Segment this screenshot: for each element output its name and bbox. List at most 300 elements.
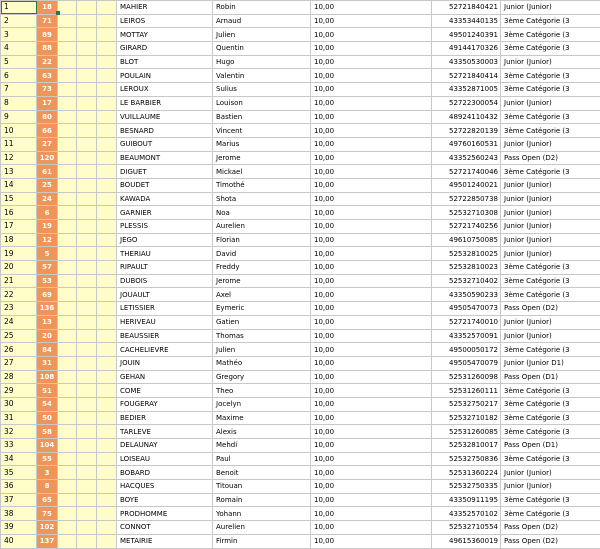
empty-cell[interactable] [97,425,117,439]
empty-cell[interactable] [97,55,117,69]
last-name-cell[interactable]: VUILLAUME [117,110,213,124]
category-cell[interactable]: Junior (Junior) [501,315,600,329]
row-number[interactable]: 21 [1,274,37,288]
row-number[interactable]: 6 [1,69,37,83]
time-cell[interactable]: 10,00 [311,83,432,97]
licence-number-cell[interactable]: 52532810025 [432,247,501,261]
last-name-cell[interactable]: MAHIER [117,1,213,15]
row-number[interactable]: 32 [1,425,37,439]
empty-cell[interactable] [97,28,117,42]
empty-cell[interactable] [77,96,97,110]
first-name-cell[interactable]: Valentin [213,69,311,83]
last-name-cell[interactable]: HACQUES [117,480,213,494]
licence-number-cell[interactable]: 49505470079 [432,356,501,370]
licence-number-cell[interactable]: 52532810017 [432,439,501,453]
last-name-cell[interactable]: RIPAULT [117,261,213,275]
empty-cell[interactable] [77,206,97,220]
time-cell[interactable]: 10,00 [311,315,432,329]
empty-cell[interactable] [77,466,97,480]
time-cell[interactable]: 10,00 [311,302,432,316]
empty-cell[interactable] [77,452,97,466]
time-cell[interactable]: 10,00 [311,521,432,535]
licence-number-cell[interactable]: 48924110432 [432,110,501,124]
empty-cell[interactable] [97,452,117,466]
empty-cell[interactable] [77,397,97,411]
bib-number-cell[interactable]: 25 [37,178,58,192]
row-number[interactable]: 37 [1,493,37,507]
bib-number-cell[interactable]: 17 [37,96,58,110]
empty-cell[interactable] [58,83,77,97]
category-cell[interactable]: Junior (Junior) [501,233,600,247]
empty-cell[interactable] [97,343,117,357]
empty-cell[interactable] [97,42,117,56]
first-name-cell[interactable]: Paul [213,452,311,466]
category-cell[interactable]: Pass Open (D2) [501,151,600,165]
bib-number-cell[interactable]: 136 [37,302,58,316]
last-name-cell[interactable]: BESNARD [117,124,213,138]
first-name-cell[interactable]: Jocelyn [213,397,311,411]
row-number[interactable]: 4 [1,42,37,56]
empty-cell[interactable] [77,220,97,234]
row-number[interactable]: 17 [1,220,37,234]
empty-cell[interactable] [58,384,77,398]
last-name-cell[interactable]: BOYE [117,493,213,507]
empty-cell[interactable] [97,1,117,15]
licence-number-cell[interactable]: 49615360019 [432,534,501,548]
bib-number-cell[interactable]: 65 [37,493,58,507]
empty-cell[interactable] [58,302,77,316]
first-name-cell[interactable]: Titouan [213,480,311,494]
last-name-cell[interactable]: LE BARBIER [117,96,213,110]
row-number[interactable]: 30 [1,397,37,411]
empty-cell[interactable] [77,42,97,56]
last-name-cell[interactable]: BOUDET [117,178,213,192]
row-number[interactable]: 28 [1,370,37,384]
category-cell[interactable]: 3ème Catégorie (3 [501,397,600,411]
first-name-cell[interactable]: Louison [213,96,311,110]
first-name-cell[interactable]: David [213,247,311,261]
category-cell[interactable]: Junior (Junior) [501,466,600,480]
empty-cell[interactable] [97,69,117,83]
empty-cell[interactable] [58,425,77,439]
time-cell[interactable]: 10,00 [311,220,432,234]
first-name-cell[interactable]: Mehdi [213,439,311,453]
time-cell[interactable]: 10,00 [311,247,432,261]
first-name-cell[interactable]: Mathéo [213,356,311,370]
row-number[interactable]: 29 [1,384,37,398]
licence-number-cell[interactable]: 43350530003 [432,55,501,69]
category-cell[interactable]: 3ème Catégorie (3 [501,507,600,521]
category-cell[interactable]: 3ème Catégorie (3 [501,343,600,357]
row-number[interactable]: 7 [1,83,37,97]
bib-number-cell[interactable]: 27 [37,137,58,151]
bib-number-cell[interactable]: 24 [37,192,58,206]
empty-cell[interactable] [97,274,117,288]
empty-cell[interactable] [77,247,97,261]
first-name-cell[interactable]: Quentin [213,42,311,56]
bib-number-cell[interactable]: 5 [37,247,58,261]
bib-number-cell[interactable]: 12 [37,233,58,247]
licence-number-cell[interactable]: 52532750335 [432,480,501,494]
last-name-cell[interactable]: BEAUSSIER [117,329,213,343]
last-name-cell[interactable]: CONNOT [117,521,213,535]
empty-cell[interactable] [77,55,97,69]
first-name-cell[interactable]: Mickael [213,165,311,179]
row-number[interactable]: 11 [1,137,37,151]
licence-number-cell[interactable]: 49144170326 [432,42,501,56]
licence-number-cell[interactable]: 52722300054 [432,96,501,110]
row-number[interactable]: 36 [1,480,37,494]
bib-number-cell[interactable]: 120 [37,151,58,165]
time-cell[interactable]: 10,00 [311,493,432,507]
row-number[interactable]: 39 [1,521,37,535]
last-name-cell[interactable]: BLOT [117,55,213,69]
empty-cell[interactable] [58,288,77,302]
bib-number-cell[interactable]: 31 [37,356,58,370]
bib-number-cell[interactable]: 88 [37,42,58,56]
first-name-cell[interactable]: Julien [213,28,311,42]
bib-number-cell[interactable]: 63 [37,69,58,83]
last-name-cell[interactable]: BEAUMONT [117,151,213,165]
category-cell[interactable]: 3ème Catégorie (3 [501,69,600,83]
bib-number-cell[interactable]: 18 [37,1,58,15]
first-name-cell[interactable]: Julien [213,343,311,357]
empty-cell[interactable] [97,137,117,151]
empty-cell[interactable] [97,233,117,247]
first-name-cell[interactable]: Shota [213,192,311,206]
category-cell[interactable]: Junior (Junior) [501,247,600,261]
row-number[interactable]: 25 [1,329,37,343]
empty-cell[interactable] [97,534,117,548]
first-name-cell[interactable]: Alexis [213,425,311,439]
empty-cell[interactable] [97,192,117,206]
first-name-cell[interactable]: Aurelien [213,521,311,535]
row-number[interactable]: 35 [1,466,37,480]
empty-cell[interactable] [58,493,77,507]
empty-cell[interactable] [58,521,77,535]
licence-number-cell[interactable]: 52532750836 [432,452,501,466]
time-cell[interactable]: 10,00 [311,397,432,411]
time-cell[interactable]: 10,00 [311,69,432,83]
licence-number-cell[interactable]: 43350911195 [432,493,501,507]
empty-cell[interactable] [58,165,77,179]
licence-number-cell[interactable]: 52722820139 [432,124,501,138]
empty-cell[interactable] [58,439,77,453]
licence-number-cell[interactable]: 43352570102 [432,507,501,521]
category-cell[interactable]: 3ème Catégorie (3 [501,411,600,425]
last-name-cell[interactable]: BOBARD [117,466,213,480]
empty-cell[interactable] [77,14,97,28]
empty-cell[interactable] [97,507,117,521]
first-name-cell[interactable]: Freddy [213,261,311,275]
first-name-cell[interactable]: Romain [213,493,311,507]
empty-cell[interactable] [97,356,117,370]
licence-number-cell[interactable]: 52532810023 [432,261,501,275]
first-name-cell[interactable]: Jerome [213,151,311,165]
empty-cell[interactable] [77,28,97,42]
licence-number-cell[interactable]: 52532710402 [432,274,501,288]
time-cell[interactable]: 10,00 [311,42,432,56]
empty-cell[interactable] [58,28,77,42]
time-cell[interactable]: 10,00 [311,124,432,138]
first-name-cell[interactable]: Jerome [213,274,311,288]
category-cell[interactable]: 3ème Catégorie (3 [501,28,600,42]
category-cell[interactable]: 3ème Catégorie (3 [501,452,600,466]
licence-number-cell[interactable]: 52721740010 [432,315,501,329]
empty-cell[interactable] [77,137,97,151]
row-number[interactable]: 3 [1,28,37,42]
bib-number-cell[interactable]: 89 [37,28,58,42]
time-cell[interactable]: 10,00 [311,28,432,42]
time-cell[interactable]: 10,00 [311,1,432,15]
empty-cell[interactable] [58,534,77,548]
row-number[interactable]: 22 [1,288,37,302]
last-name-cell[interactable]: GEHAN [117,370,213,384]
time-cell[interactable]: 10,00 [311,110,432,124]
empty-cell[interactable] [58,343,77,357]
empty-cell[interactable] [77,302,97,316]
empty-cell[interactable] [58,247,77,261]
first-name-cell[interactable]: Benoit [213,466,311,480]
licence-number-cell[interactable]: 52531260085 [432,425,501,439]
empty-cell[interactable] [97,370,117,384]
empty-cell[interactable] [97,165,117,179]
category-cell[interactable]: 3ème Catégorie (3 [501,14,600,28]
empty-cell[interactable] [97,83,117,97]
time-cell[interactable]: 10,00 [311,233,432,247]
category-cell[interactable]: Junior (Junior) [501,137,600,151]
licence-number-cell[interactable]: 43352570091 [432,329,501,343]
bib-number-cell[interactable]: 8 [37,480,58,494]
row-number[interactable]: 24 [1,315,37,329]
last-name-cell[interactable]: DELAUNAY [117,439,213,453]
last-name-cell[interactable]: DIGUET [117,165,213,179]
first-name-cell[interactable]: Theo [213,384,311,398]
category-cell[interactable]: Junior (Junior) [501,55,600,69]
category-cell[interactable]: Pass Open (D2) [501,521,600,535]
empty-cell[interactable] [77,343,97,357]
time-cell[interactable]: 10,00 [311,55,432,69]
empty-cell[interactable] [77,261,97,275]
first-name-cell[interactable]: Eymeric [213,302,311,316]
last-name-cell[interactable]: LETISSIER [117,302,213,316]
time-cell[interactable]: 10,00 [311,452,432,466]
bib-number-cell[interactable]: 57 [37,261,58,275]
category-cell[interactable]: Junior (Junior) [501,96,600,110]
bib-number-cell[interactable]: 6 [37,206,58,220]
bib-number-cell[interactable]: 54 [37,397,58,411]
empty-cell[interactable] [97,110,117,124]
empty-cell[interactable] [58,1,77,15]
last-name-cell[interactable]: KAWADA [117,192,213,206]
empty-cell[interactable] [58,274,77,288]
bib-number-cell[interactable]: 108 [37,370,58,384]
empty-cell[interactable] [77,233,97,247]
row-number[interactable]: 12 [1,151,37,165]
empty-cell[interactable] [77,178,97,192]
empty-cell[interactable] [97,302,117,316]
bib-number-cell[interactable]: 75 [37,507,58,521]
bib-number-cell[interactable]: 58 [37,425,58,439]
row-number[interactable]: 13 [1,165,37,179]
licence-number-cell[interactable]: 52531260111 [432,384,501,398]
row-number[interactable]: 20 [1,261,37,275]
first-name-cell[interactable]: Florian [213,233,311,247]
last-name-cell[interactable]: TARLEVE [117,425,213,439]
bib-number-cell[interactable]: 104 [37,439,58,453]
first-name-cell[interactable]: Marius [213,137,311,151]
empty-cell[interactable] [58,329,77,343]
licence-number-cell[interactable]: 43352871005 [432,83,501,97]
last-name-cell[interactable]: DUBOIS [117,274,213,288]
time-cell[interactable]: 10,00 [311,411,432,425]
bib-number-cell[interactable]: 19 [37,220,58,234]
row-number[interactable]: 31 [1,411,37,425]
first-name-cell[interactable]: Firmin [213,534,311,548]
row-number[interactable]: 14 [1,178,37,192]
empty-cell[interactable] [97,96,117,110]
category-cell[interactable]: 3ème Catégorie (3 [501,110,600,124]
bib-number-cell[interactable]: 22 [37,55,58,69]
empty-cell[interactable] [97,315,117,329]
category-cell[interactable]: 3ème Catégorie (3 [501,42,600,56]
empty-cell[interactable] [97,261,117,275]
first-name-cell[interactable]: Arnaud [213,14,311,28]
bib-number-cell[interactable]: 53 [37,274,58,288]
row-number[interactable]: 9 [1,110,37,124]
row-number[interactable]: 34 [1,452,37,466]
category-cell[interactable]: 3ème Catégorie (3 [501,124,600,138]
first-name-cell[interactable]: Thomas [213,329,311,343]
empty-cell[interactable] [77,288,97,302]
first-name-cell[interactable]: Aurelien [213,220,311,234]
category-cell[interactable]: Junior (Junior) [501,480,600,494]
time-cell[interactable]: 10,00 [311,439,432,453]
row-number[interactable]: 40 [1,534,37,548]
empty-cell[interactable] [58,261,77,275]
licence-number-cell[interactable]: 52532750217 [432,397,501,411]
licence-number-cell[interactable]: 52721740256 [432,220,501,234]
empty-cell[interactable] [77,384,97,398]
empty-cell[interactable] [58,452,77,466]
category-cell[interactable]: 3ème Catégorie (3 [501,261,600,275]
bib-number-cell[interactable]: 3 [37,466,58,480]
category-cell[interactable]: Pass Open (D2) [501,534,600,548]
empty-cell[interactable] [97,384,117,398]
last-name-cell[interactable]: JOUIN [117,356,213,370]
row-number[interactable]: 5 [1,55,37,69]
empty-cell[interactable] [77,151,97,165]
time-cell[interactable]: 10,00 [311,329,432,343]
category-cell[interactable]: Junior (Junior) [501,220,600,234]
last-name-cell[interactable]: CACHELIEVRE [117,343,213,357]
empty-cell[interactable] [58,192,77,206]
time-cell[interactable]: 10,00 [311,507,432,521]
row-number[interactable]: 38 [1,507,37,521]
first-name-cell[interactable]: Noa [213,206,311,220]
empty-cell[interactable] [77,315,97,329]
empty-cell[interactable] [58,96,77,110]
first-name-cell[interactable]: Yohann [213,507,311,521]
first-name-cell[interactable]: Axel [213,288,311,302]
row-number[interactable]: 19 [1,247,37,261]
licence-number-cell[interactable]: 43352560243 [432,151,501,165]
category-cell[interactable]: 3ème Catégorie (3 [501,274,600,288]
row-number[interactable]: 18 [1,233,37,247]
first-name-cell[interactable]: Sulius [213,83,311,97]
empty-cell[interactable] [58,507,77,521]
licence-number-cell[interactable]: 43353440135 [432,14,501,28]
licence-number-cell[interactable]: 49760160531 [432,137,501,151]
row-number[interactable]: 15 [1,192,37,206]
last-name-cell[interactable]: GIRARD [117,42,213,56]
category-cell[interactable]: Junior (Junior) [501,206,600,220]
category-cell[interactable]: 3ème Catégorie (3 [501,165,600,179]
category-cell[interactable]: Pass Open (D2) [501,302,600,316]
empty-cell[interactable] [58,356,77,370]
category-cell[interactable]: Junior (Junior) [501,178,600,192]
empty-cell[interactable] [58,69,77,83]
empty-cell[interactable] [58,42,77,56]
empty-cell[interactable] [97,466,117,480]
empty-cell[interactable] [58,220,77,234]
category-cell[interactable]: 3ème Catégorie (3 [501,384,600,398]
category-cell[interactable]: Junior (Junior) [501,329,600,343]
last-name-cell[interactable]: METAIRIE [117,534,213,548]
last-name-cell[interactable]: FOUGERAY [117,397,213,411]
row-number[interactable]: 10 [1,124,37,138]
empty-cell[interactable] [58,55,77,69]
empty-cell[interactable] [77,110,97,124]
licence-number-cell[interactable]: 49500050172 [432,343,501,357]
empty-cell[interactable] [97,493,117,507]
bib-number-cell[interactable]: 66 [37,124,58,138]
empty-cell[interactable] [77,356,97,370]
empty-cell[interactable] [58,14,77,28]
empty-cell[interactable] [97,480,117,494]
empty-cell[interactable] [77,493,97,507]
row-number[interactable]: 26 [1,343,37,357]
empty-cell[interactable] [58,466,77,480]
empty-cell[interactable] [58,124,77,138]
empty-cell[interactable] [58,151,77,165]
empty-cell[interactable] [97,247,117,261]
empty-cell[interactable] [58,480,77,494]
bib-number-cell[interactable]: 137 [37,534,58,548]
empty-cell[interactable] [97,397,117,411]
empty-cell[interactable] [77,425,97,439]
empty-cell[interactable] [97,178,117,192]
bib-number-cell[interactable]: 61 [37,165,58,179]
category-cell[interactable]: Pass Open (D1) [501,370,600,384]
time-cell[interactable]: 10,00 [311,384,432,398]
bib-number-cell[interactable]: 51 [37,384,58,398]
category-cell[interactable]: Junior (Junior) [501,1,600,15]
empty-cell[interactable] [97,521,117,535]
last-name-cell[interactable]: JOUAULT [117,288,213,302]
last-name-cell[interactable]: MOTTAY [117,28,213,42]
empty-cell[interactable] [97,206,117,220]
last-name-cell[interactable]: POULAIN [117,69,213,83]
row-number[interactable]: 33 [1,439,37,453]
last-name-cell[interactable]: GUIBOUT [117,137,213,151]
empty-cell[interactable] [77,439,97,453]
time-cell[interactable]: 10,00 [311,151,432,165]
empty-cell[interactable] [97,329,117,343]
first-name-cell[interactable]: Gatien [213,315,311,329]
licence-number-cell[interactable]: 52531360224 [432,466,501,480]
time-cell[interactable]: 10,00 [311,343,432,357]
